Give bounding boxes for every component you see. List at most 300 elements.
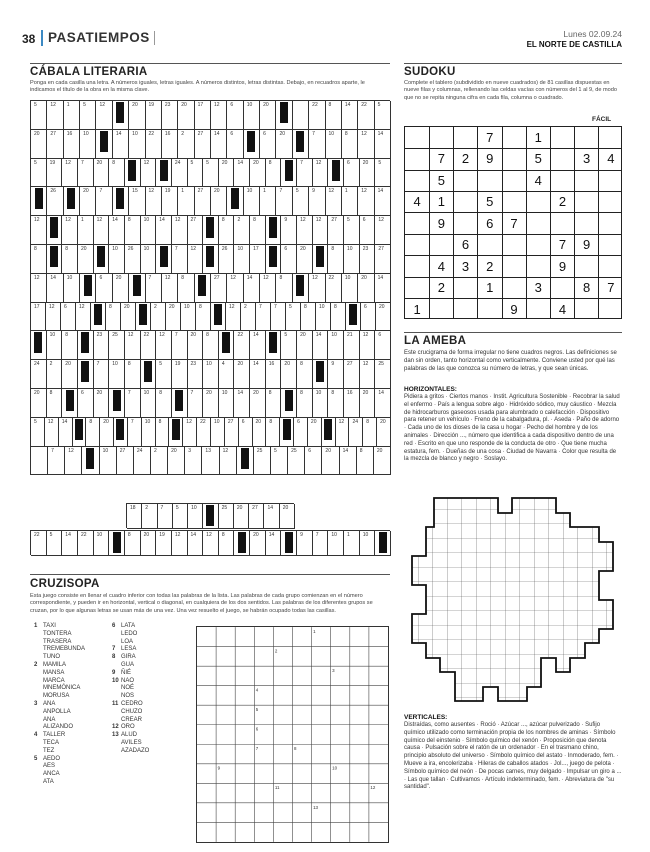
sudoku-cell[interactable] [502, 277, 526, 298]
cabala-cell[interactable]: 27 [47, 130, 63, 159]
cabala-cell[interactable]: 20 [358, 274, 374, 303]
cabala-cell[interactable]: 9 [281, 216, 297, 245]
cabala-cell[interactable]: 8 [109, 159, 125, 188]
clue-cell[interactable]: 10 [328, 531, 344, 556]
cabala-cell[interactable]: 20 [297, 245, 313, 274]
cabala-cell[interactable]: 23 [188, 360, 204, 389]
cabala-cell[interactable] [78, 360, 94, 389]
cabala-cell[interactable]: 25 [109, 331, 125, 360]
cabala-cell[interactable]: 20 [322, 447, 339, 476]
cabala-cell[interactable]: 7 [125, 389, 141, 418]
cabala-cell[interactable]: 22 [146, 130, 162, 159]
cabala-cell[interactable] [78, 331, 94, 360]
cabala-cell[interactable]: 8 [297, 360, 313, 389]
cabala-cell[interactable]: 6 [239, 418, 253, 447]
cabala-cell[interactable]: 16 [266, 360, 282, 389]
sudoku-cell[interactable] [453, 299, 477, 320]
cabala-cell[interactable]: 8 [266, 418, 280, 447]
cabala-cell[interactable] [31, 187, 47, 216]
cabala-cell[interactable]: 14 [211, 130, 227, 159]
cabala-cell[interactable] [203, 245, 219, 274]
sudoku-cell[interactable]: 7 [607, 280, 615, 296]
sudoku-cell[interactable]: 9 [486, 151, 494, 167]
cabala-cell[interactable]: 12 [360, 331, 376, 360]
cabala-cell[interactable]: 6 [294, 418, 308, 447]
cabala-cell[interactable]: 8 [178, 274, 194, 303]
cabala-cell[interactable]: 12 [31, 216, 47, 245]
cabala-cell[interactable]: 2 [151, 447, 168, 476]
cabala-cell[interactable] [125, 159, 141, 188]
clue-cell[interactable]: 9 [297, 531, 313, 556]
cabala-cell[interactable]: 20 [250, 389, 266, 418]
cabala-cell[interactable]: 7 [78, 159, 94, 188]
cabala-cell[interactable]: 12 [313, 159, 329, 188]
cabala-cell[interactable] [203, 216, 219, 245]
cabala-cell[interactable] [73, 418, 87, 447]
clue-cell[interactable] [203, 504, 218, 529]
cabala-cell[interactable] [322, 418, 336, 447]
cabala-cell[interactable]: 5 [293, 187, 309, 216]
clue-cell[interactable]: 10 [360, 531, 376, 556]
cabala-cell[interactable]: 19 [162, 187, 178, 216]
cabala-cell[interactable]: 14 [340, 447, 357, 476]
cabala-cell[interactable]: 6 [360, 216, 376, 245]
cabala-cell[interactable]: 8 [31, 245, 47, 274]
cabala-cell[interactable]: 1 [178, 187, 194, 216]
cabala-cell[interactable]: 6 [78, 389, 94, 418]
clue-cell[interactable]: 18 [127, 504, 142, 529]
cabala-cell[interactable] [109, 389, 125, 418]
sudoku-cell[interactable]: 7 [486, 130, 494, 145]
cabala-cell[interactable]: 20 [113, 274, 129, 303]
cabala-cell[interactable]: 20 [360, 159, 376, 188]
sudoku-cell[interactable] [575, 299, 599, 320]
cabala-cell[interactable] [91, 303, 106, 332]
cabala-cell[interactable]: 27 [188, 216, 204, 245]
cabala-cell[interactable]: 12 [309, 274, 325, 303]
cabala-cell[interactable] [156, 159, 172, 188]
cabala-cell[interactable]: 10 [141, 216, 157, 245]
cabala-cell[interactable]: 20 [100, 418, 114, 447]
cabala-cell[interactable]: 23 [94, 331, 110, 360]
clue-cell[interactable]: 14 [266, 531, 282, 556]
cabala-cell[interactable]: 10 [142, 418, 156, 447]
cabala-cell[interactable]: 12 [358, 187, 374, 216]
cabala-cell[interactable]: 9 [328, 360, 344, 389]
clue-cell[interactable]: 2 [142, 504, 157, 529]
sudoku-cell[interactable] [405, 148, 429, 169]
cabala-cell[interactable]: 6 [375, 331, 391, 360]
sudoku-cell[interactable] [526, 234, 550, 255]
cabala-cell[interactable]: 3 [185, 447, 202, 476]
cabala-cell[interactable] [94, 245, 110, 274]
cabala-cell[interactable]: 10 [328, 331, 344, 360]
cabala-cell[interactable]: 8 [125, 360, 141, 389]
cabala-cell[interactable]: 5 [375, 159, 391, 188]
cabala-cell[interactable]: 5 [286, 303, 301, 332]
cabala-cell[interactable]: 8 [357, 447, 374, 476]
cabala-cell[interactable]: 12 [156, 331, 172, 360]
cabala-cell[interactable]: 14 [234, 159, 250, 188]
sudoku-cell[interactable] [405, 213, 429, 234]
sudoku-cell[interactable] [502, 148, 526, 169]
cabala-cell[interactable]: 8 [328, 389, 344, 418]
cabala-cell[interactable] [47, 216, 63, 245]
sudoku-cell[interactable] [599, 170, 623, 191]
sudoku-cell[interactable] [550, 148, 574, 169]
cabala-cell[interactable]: 20 [94, 389, 110, 418]
cabala-cell[interactable]: 20 [253, 418, 267, 447]
sudoku-cell[interactable] [502, 127, 526, 148]
cabala-cell[interactable]: 12 [227, 274, 243, 303]
cabala-cell[interactable]: 8 [156, 389, 172, 418]
cabala-cell[interactable]: 20 [234, 360, 250, 389]
cabala-cell[interactable] [313, 360, 329, 389]
cabala-cell[interactable]: 10 [342, 274, 358, 303]
cabala-cell[interactable]: 12 [220, 447, 237, 476]
sudoku-cell[interactable] [550, 277, 574, 298]
cabala-cell[interactable]: 7 [188, 389, 204, 418]
cabala-cell[interactable]: 22 [326, 274, 342, 303]
cabala-cell[interactable] [281, 159, 297, 188]
sudoku-cell[interactable]: 7 [510, 215, 518, 231]
cabala-cell[interactable]: 20 [31, 130, 47, 159]
cabala-cell[interactable]: 8 [203, 331, 219, 360]
cabala-cell[interactable]: 7 [256, 303, 271, 332]
sudoku-cell[interactable] [453, 191, 477, 212]
cabala-cell[interactable]: 8 [266, 389, 282, 418]
clue-cell[interactable]: 10 [188, 504, 203, 529]
sudoku-cell[interactable]: 4 [437, 258, 445, 274]
cabala-cell[interactable]: 12 [76, 303, 91, 332]
sudoku-cell[interactable] [502, 256, 526, 277]
cabala-cell[interactable] [276, 101, 292, 130]
cabala-cell[interactable]: 6 [260, 130, 276, 159]
cabala-cell[interactable]: 14 [250, 360, 266, 389]
sudoku-cell[interactable]: 1 [534, 130, 542, 145]
cabala-cell[interactable]: 10 [181, 303, 196, 332]
cabala-cell[interactable] [114, 418, 128, 447]
cabala-cell[interactable]: 20 [168, 447, 185, 476]
cabala-cell[interactable]: 12 [47, 101, 63, 130]
clue-cell[interactable]: 7 [313, 531, 329, 556]
cabala-cell[interactable]: 5 [156, 360, 172, 389]
cabala-cell[interactable]: 10 [80, 130, 96, 159]
clue-cell[interactable]: 20 [234, 504, 249, 529]
clue-cell[interactable]: 20 [141, 531, 157, 556]
cabala-cell[interactable]: 1 [78, 216, 94, 245]
sudoku-cell[interactable] [599, 213, 623, 234]
sudoku-cell[interactable] [550, 170, 574, 191]
cabala-cell[interactable] [129, 274, 145, 303]
clue-cell[interactable]: 25 [219, 504, 234, 529]
cabala-cell[interactable]: 20 [31, 389, 47, 418]
cabala-cell[interactable]: 2 [234, 216, 250, 245]
sudoku-cell[interactable]: 9 [558, 258, 567, 274]
cabala-cell[interactable]: 4 [219, 360, 235, 389]
cabala-cell[interactable]: 20 [281, 360, 297, 389]
cabala-cell[interactable]: 12 [46, 303, 61, 332]
sudoku-cell[interactable]: 6 [486, 215, 494, 231]
cabala-cell[interactable]: 8 [106, 303, 121, 332]
cabala-cell[interactable]: 24 [172, 159, 188, 188]
sudoku-cell[interactable] [429, 299, 453, 320]
cabala-cell[interactable]: 5 [271, 447, 288, 476]
cabala-cell[interactable]: 20 [178, 101, 194, 130]
clue-cell[interactable]: 12 [203, 531, 219, 556]
cabala-cell[interactable]: 1 [342, 187, 358, 216]
cabala-cell[interactable]: 12 [260, 274, 276, 303]
cabala-cell[interactable]: 10 [326, 130, 342, 159]
cabala-cell[interactable]: 6 [361, 303, 376, 332]
cabala-cell[interactable]: 5 [375, 101, 391, 130]
cabala-cell[interactable] [266, 245, 282, 274]
cabala-cell[interactable]: 20 [166, 303, 181, 332]
sudoku-cell[interactable] [599, 256, 623, 277]
cabala-cell[interactable]: 8 [219, 216, 235, 245]
cabala-cell[interactable]: 6 [227, 130, 243, 159]
cabala-cell[interactable]: 20 [297, 331, 313, 360]
sudoku-cell[interactable] [575, 127, 599, 148]
cabala-cell[interactable]: 2 [178, 130, 194, 159]
cabala-cell[interactable]: 12 [172, 216, 188, 245]
cabala-cell[interactable] [281, 389, 297, 418]
cabala-cell[interactable]: 7 [146, 274, 162, 303]
cabala-cell[interactable]: 14 [59, 418, 73, 447]
sudoku-cell[interactable] [502, 191, 526, 212]
cabala-cell[interactable] [172, 389, 188, 418]
cabala-cell[interactable]: 10 [234, 245, 250, 274]
sudoku-cell[interactable]: 5 [486, 194, 494, 210]
cabala-cell[interactable]: 2 [241, 303, 256, 332]
cabala-cell[interactable]: 26 [47, 187, 63, 216]
cabala-cell[interactable]: 20 [374, 447, 391, 476]
sudoku-cell[interactable]: 7 [437, 151, 445, 167]
cabala-cell[interactable] [47, 245, 63, 274]
cabala-cell[interactable]: 22 [197, 418, 211, 447]
sudoku-cell[interactable]: 5 [437, 172, 445, 188]
cabala-cell[interactable]: 12 [226, 303, 241, 332]
sudoku-cell[interactable] [599, 127, 623, 148]
cabala-cell[interactable]: 20 [260, 101, 276, 130]
cabala-cell[interactable]: 12 [375, 216, 391, 245]
cabala-cell[interactable]: 12 [188, 245, 204, 274]
clue-cell[interactable]: 20 [280, 504, 295, 529]
clue-cell[interactable]: 8 [219, 531, 235, 556]
cabala-cell[interactable]: 14 [234, 389, 250, 418]
cabala-cell[interactable]: 16 [64, 130, 80, 159]
cabala-cell[interactable]: 10 [219, 389, 235, 418]
cabala-cell[interactable]: 12 [62, 159, 78, 188]
cabala-cell[interactable] [346, 303, 361, 332]
cabala-cell[interactable]: 20 [129, 101, 145, 130]
cabala-cell[interactable]: 12 [183, 418, 197, 447]
sudoku-cell[interactable]: 4 [607, 151, 615, 167]
cabala-cell[interactable]: 7 [48, 447, 65, 476]
sudoku-cell[interactable] [550, 127, 574, 148]
cabala-cell[interactable]: 9 [309, 187, 325, 216]
cabala-cell[interactable]: 12 [358, 130, 374, 159]
cabala-cell[interactable]: 15 [129, 187, 145, 216]
sudoku-cell[interactable]: 4 [413, 194, 421, 210]
cabala-cell[interactable]: 8 [196, 303, 211, 332]
cabala-cell[interactable]: 12 [96, 101, 112, 130]
cabala-cell[interactable]: 10 [244, 101, 260, 130]
clue-cell[interactable]: 12 [172, 531, 188, 556]
cabala-cell[interactable] [113, 187, 129, 216]
sudoku-cell[interactable] [526, 256, 550, 277]
cabala-cell[interactable]: 21 [344, 331, 360, 360]
sudoku-cell[interactable]: 1 [413, 301, 421, 317]
cabala-cell[interactable]: 8 [342, 130, 358, 159]
cabala-cell[interactable]: 5 [281, 331, 297, 360]
cabala-cell[interactable]: 6 [227, 101, 243, 130]
cabala-cell[interactable]: 20 [308, 418, 322, 447]
cabala-cell[interactable]: 19 [146, 101, 162, 130]
cabala-cell[interactable]: 23 [360, 245, 376, 274]
cabala-cell[interactable]: 12 [336, 418, 350, 447]
cabala-cell[interactable]: 22 [358, 101, 374, 130]
cabala-cell[interactable]: 25 [288, 447, 305, 476]
sudoku-cell[interactable]: 2 [461, 151, 470, 167]
cabala-cell[interactable]: 2 [151, 303, 166, 332]
cabala-cell[interactable]: 14 [375, 130, 391, 159]
cabala-cell[interactable]: 20 [211, 187, 227, 216]
sudoku-cell[interactable] [575, 256, 599, 277]
cabala-cell[interactable]: 14 [109, 216, 125, 245]
cabala-cell[interactable]: 27 [375, 245, 391, 274]
cabala-cell[interactable] [313, 245, 329, 274]
cabala-cell[interactable]: 14 [250, 331, 266, 360]
cabala-cell[interactable]: 10 [64, 274, 80, 303]
cabala-cell[interactable]: 5 [31, 101, 47, 130]
cabala-cell[interactable]: 24 [134, 447, 151, 476]
sudoku-cell[interactable]: 5 [534, 151, 542, 167]
cabala-cell[interactable]: 8 [62, 331, 78, 360]
sudoku-cell[interactable]: 2 [486, 258, 494, 274]
cabala-cell[interactable]: 10 [203, 360, 219, 389]
cabala-cell[interactable]: 27 [211, 274, 227, 303]
cabala-cell[interactable]: 10 [344, 245, 360, 274]
cabala-cell[interactable]: 12 [31, 274, 47, 303]
clue-cell[interactable]: 10 [94, 531, 110, 556]
cabala-cell[interactable] [80, 274, 96, 303]
cabala-cell[interactable]: 20 [78, 245, 94, 274]
cabala-cell[interactable]: 24 [349, 418, 363, 447]
cabala-cell[interactable]: 7 [309, 130, 325, 159]
sudoku-cell[interactable] [478, 299, 502, 320]
cabala-cell[interactable]: 12 [125, 331, 141, 360]
sudoku-cell[interactable] [502, 234, 526, 255]
cabala-cell[interactable]: 8 [326, 101, 342, 130]
sudoku-cell[interactable] [599, 234, 623, 255]
cabala-cell[interactable] [244, 130, 260, 159]
cabala-cell[interactable]: 27 [225, 418, 239, 447]
cabala-cell[interactable]: 14 [375, 389, 391, 418]
cabala-cell[interactable]: 12 [211, 101, 227, 130]
cabala-cell[interactable] [62, 389, 78, 418]
sudoku-cell[interactable] [429, 234, 453, 255]
clue-cell[interactable]: 5 [47, 531, 63, 556]
cabala-cell[interactable]: 25 [375, 360, 391, 389]
sudoku-cell[interactable]: 1 [486, 280, 494, 296]
sudoku-cell[interactable]: 2 [437, 280, 445, 296]
cabala-cell[interactable]: 23 [162, 101, 178, 130]
cabala-cell[interactable]: 12 [297, 216, 313, 245]
cabala-cell[interactable]: 20 [62, 360, 78, 389]
sudoku-cell[interactable]: 2 [558, 194, 567, 210]
cabala-cell[interactable]: 19 [47, 159, 63, 188]
sudoku-cell[interactable] [429, 127, 453, 148]
cabala-cell[interactable]: 24 [31, 360, 47, 389]
sudoku-cell[interactable] [478, 170, 502, 191]
cabala-cell[interactable] [31, 447, 48, 476]
sudoku-cell[interactable] [405, 234, 429, 255]
clue-cell[interactable] [109, 531, 125, 556]
cabala-cell[interactable] [237, 447, 254, 476]
cabala-cell[interactable]: 7 [94, 360, 110, 389]
cabala-cell[interactable] [293, 130, 309, 159]
cabala-cell[interactable]: 20 [121, 303, 136, 332]
clue-cell[interactable] [375, 531, 391, 556]
cabala-cell[interactable]: 1 [260, 187, 276, 216]
cabala-cell[interactable]: 20 [80, 187, 96, 216]
cabala-cell[interactable]: 12 [313, 216, 329, 245]
sudoku-cell[interactable]: 9 [510, 301, 518, 317]
sudoku-cell[interactable] [575, 170, 599, 191]
cabala-cell[interactable]: 20 [376, 303, 391, 332]
cabala-cell[interactable]: 10 [211, 418, 225, 447]
sudoku-cell[interactable] [575, 191, 599, 212]
cabala-cell[interactable] [211, 303, 226, 332]
cabala-cell[interactable]: 25 [254, 447, 271, 476]
cabala-cell[interactable]: 26 [125, 245, 141, 274]
cabala-cell[interactable]: 10 [316, 303, 331, 332]
cabala-cell[interactable]: 22 [309, 101, 325, 130]
cabala-cell[interactable]: 27 [195, 130, 211, 159]
sudoku-cell[interactable]: 7 [558, 237, 567, 253]
cabala-cell[interactable]: 14 [244, 274, 260, 303]
sudoku-cell[interactable] [478, 234, 502, 255]
cabala-cell[interactable] [195, 274, 211, 303]
cabala-cell[interactable]: 7 [96, 187, 112, 216]
cabala-cell[interactable]: 8 [47, 389, 63, 418]
cabala-cell[interactable]: 8 [250, 216, 266, 245]
cabala-cell[interactable]: 8 [156, 418, 170, 447]
cabala-cell[interactable]: 8 [86, 418, 100, 447]
cabala-cell[interactable]: 8 [363, 418, 377, 447]
cabala-cell[interactable]: 5 [344, 216, 360, 245]
cabala-cell[interactable]: 27 [344, 360, 360, 389]
cabala-cell[interactable]: 20 [360, 389, 376, 418]
cabala-cell[interactable]: 6 [61, 303, 76, 332]
cabala-cell[interactable]: 20 [94, 159, 110, 188]
cabala-cell[interactable]: 20 [276, 130, 292, 159]
cabala-cell[interactable]: 10 [244, 187, 260, 216]
sudoku-cell[interactable] [526, 299, 550, 320]
cabala-cell[interactable]: 5 [31, 418, 45, 447]
cabala-cell[interactable]: 10 [100, 447, 117, 476]
cabala-cell[interactable]: 1 [64, 101, 80, 130]
cabala-cell[interactable]: 7 [128, 418, 142, 447]
cabala-cell[interactable]: 7 [172, 331, 188, 360]
sudoku-cell[interactable] [550, 213, 574, 234]
sudoku-cell[interactable] [453, 127, 477, 148]
cabala-cell[interactable]: 14 [113, 130, 129, 159]
sudoku-cell[interactable] [575, 213, 599, 234]
cabala-cell[interactable]: 14 [313, 331, 329, 360]
cabala-cell[interactable]: 7 [276, 187, 292, 216]
